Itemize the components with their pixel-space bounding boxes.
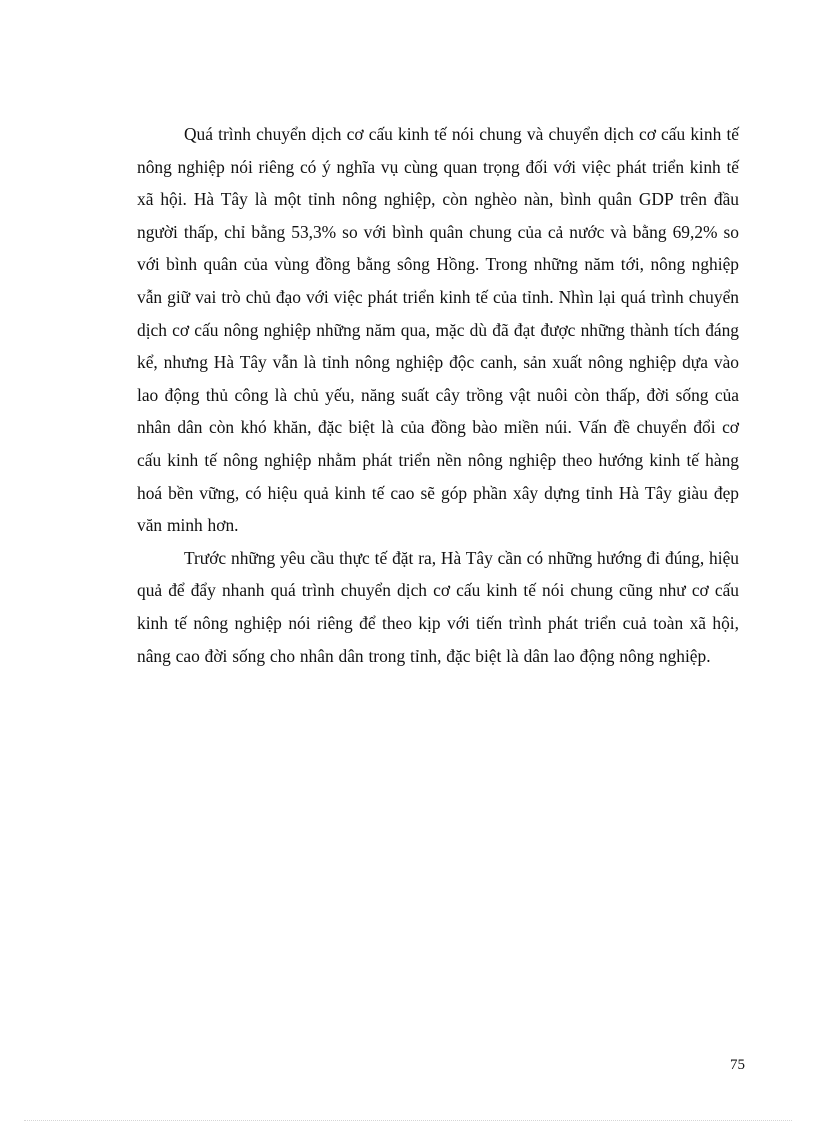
paragraph-1: Quá trình chuyển dịch cơ cấu kinh tế nói chung và chuyển dịch cơ cấu kinh tế nông nghiệp nói riêng có ý nghĩa vụ cùng quan trọng đối với việc phát triển kinh tế xã hội. Hà Tây là một tỉnh nông nghiệp, còn nghèo nàn, bình quân GDP trên đầu người thấp, chỉ bằng 53,3% so với bình quân chung của cả nước và bằng 69,2% so với bình quân của vùng đồng bằng sông Hồng. Trong những năm tới, nông nghiệp vẫn giữ vai trò chủ đạo với việc phát triển kinh tế của tỉnh. Nhìn lại quá trình chuyển dịch cơ cấu nông nghiệp những năm qua, mặc dù đã đạt được những thành tích đáng kể, nhưng Hà Tây vẫn là tỉnh nông nghiệp độc canh, sản xuất nông nghiệp dựa vào lao động thủ công là chủ yếu, năng suất cây trồng vật nuôi còn thấp, đời sống của nhân dân còn khó khăn, đặc biệt là của đồng bào miền núi. Vấn đề chuyển đổi cơ cấu kinh tế nông nghiệp nhằm phát triển nền nông nghiệp theo hướng kinh tế hàng hoá bền vững, có hiệu quả kinh tế cao sẽ góp phần xây dựng tỉnh Hà Tây giàu đẹp văn minh hơn. bbox=[137, 124, 739, 536]
bottom-divider bbox=[24, 1120, 792, 1121]
paragraph-2: Trước những yêu cầu thực tế đặt ra, Hà Tây cần có những hướng đi đúng, hiệu quả để đẩy nhanh quá trình chuyển dịch cơ cấu kinh tế nói chung cũng như cơ cấu kinh tế nông nghiệp nói riêng để theo kịp với tiến trình phát triển cuả toàn xã hội, nâng cao đời sống cho nhân dân trong tỉnh, đặc biệt là dân lao động nông nghiệp. bbox=[137, 547, 739, 666]
page-number: 75 bbox=[730, 1057, 745, 1073]
page-body bbox=[137, 118, 739, 672]
